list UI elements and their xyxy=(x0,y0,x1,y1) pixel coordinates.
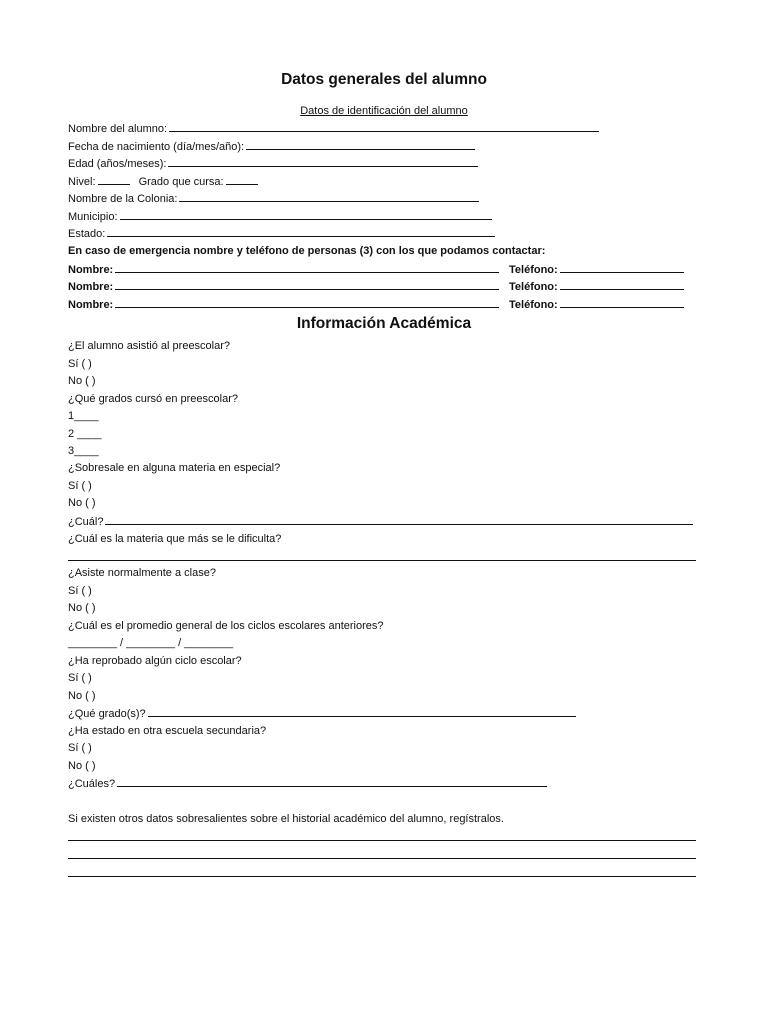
field-municipio-blank[interactable] xyxy=(120,209,492,220)
field-nombre-blank[interactable] xyxy=(169,121,599,132)
emergency-contact-row xyxy=(68,279,499,295)
field-nombre-alumno xyxy=(68,121,599,137)
field-nivel-blank[interactable] xyxy=(98,174,130,185)
field-colonia-blank[interactable] xyxy=(179,191,479,202)
emergency-name-label: Nombre: xyxy=(68,264,114,276)
field-colonia-label: Nombre de la Colonia: xyxy=(68,193,178,205)
field-grado-label: Grado que cursa: xyxy=(138,176,224,188)
answer-line[interactable] xyxy=(68,840,696,841)
field-edad-label: Edad (años/meses): xyxy=(68,158,167,170)
emergency-name-blank[interactable] xyxy=(115,279,499,290)
answer-line[interactable] xyxy=(68,876,696,877)
emergency-phone-blank[interactable] xyxy=(560,262,684,273)
promedio-blanks[interactable]: ________ / ________ / ________ xyxy=(68,637,234,649)
field-cuales xyxy=(68,776,547,792)
grade-3-blank[interactable]: 3____ xyxy=(68,445,99,457)
field-colonia xyxy=(68,191,479,207)
field-municipio xyxy=(68,209,492,225)
field-cual-blank[interactable] xyxy=(105,514,693,525)
subtitle-text: Datos de identificación del alumno xyxy=(300,105,468,117)
option-no[interactable]: No ( ) xyxy=(68,602,96,614)
option-yes[interactable]: Sí ( ) xyxy=(68,742,92,754)
field-cuales-blank[interactable] xyxy=(117,776,547,787)
emergency-phone-blank[interactable] xyxy=(560,297,684,308)
emergency-phone-label: Teléfono: xyxy=(509,264,558,276)
option-no[interactable]: No ( ) xyxy=(68,375,96,387)
emergency-phone-row xyxy=(509,297,684,313)
field-cual-label: ¿Cuál? xyxy=(68,516,104,528)
question-asiste: ¿Asiste normalmente a clase? xyxy=(68,567,216,579)
field-que-grados-blank[interactable] xyxy=(148,706,576,717)
field-cuales-label: ¿Cuáles? xyxy=(68,778,116,790)
emergency-name-label: Nombre: xyxy=(68,281,114,293)
question-promedio: ¿Cuál es el promedio general de los ciclos escolares anteriores? xyxy=(68,620,384,632)
emergency-heading: En caso de emergencia nombre y teléfono de personas (3) con los que podamos contactar: xyxy=(68,245,546,257)
field-fecha-label: Fecha de nacimiento (día/mes/año): xyxy=(68,141,245,153)
answer-line[interactable] xyxy=(68,560,696,561)
academic-section-title: Información Académica xyxy=(296,315,472,332)
question-preescolar: ¿El alumno asistió al preescolar? xyxy=(68,340,231,352)
emergency-phone-blank[interactable] xyxy=(560,279,684,290)
field-estado-blank[interactable] xyxy=(107,226,495,237)
option-yes[interactable]: Sí ( ) xyxy=(68,585,92,597)
emergency-name-blank[interactable] xyxy=(115,262,499,273)
field-nivel-grado xyxy=(68,174,258,190)
field-fecha-blank[interactable] xyxy=(246,139,475,150)
emergency-name-blank[interactable] xyxy=(115,297,499,308)
emergency-phone-label: Teléfono: xyxy=(509,299,558,311)
section-subtitle xyxy=(0,103,768,119)
emergency-phone-row xyxy=(509,279,684,295)
option-yes[interactable]: Sí ( ) xyxy=(68,358,92,370)
emergency-phone-label: Teléfono: xyxy=(509,281,558,293)
otros-datos-prompt: Si existen otros datos sobresalientes sobre el historial académico del alumno, regístralos. xyxy=(68,813,504,825)
question-grados-preescolar: ¿Qué grados cursó en preescolar? xyxy=(68,393,238,405)
answer-line[interactable] xyxy=(68,858,696,859)
field-estado xyxy=(68,226,495,242)
emergency-phone-row xyxy=(509,262,684,278)
field-fecha-nacimiento xyxy=(68,139,475,155)
field-que-grados-label: ¿Qué grado(s)? xyxy=(68,708,146,720)
grade-1-blank[interactable]: 1____ xyxy=(68,410,99,422)
field-estado-label: Estado: xyxy=(68,228,106,240)
emergency-contact-row xyxy=(68,297,499,313)
emergency-contact-row xyxy=(68,262,499,278)
question-reprobado: ¿Ha reprobado algún ciclo escolar? xyxy=(68,655,242,667)
field-grado-blank[interactable] xyxy=(226,174,258,185)
field-edad xyxy=(68,156,478,172)
field-nivel-label: Nivel: xyxy=(68,176,96,188)
field-que-grados xyxy=(68,706,576,722)
field-edad-blank[interactable] xyxy=(168,156,478,167)
field-cual xyxy=(68,514,693,530)
field-nombre-label: Nombre del alumno: xyxy=(68,123,168,135)
question-dificulta: ¿Cuál es la materia que más se le dificulta? xyxy=(68,533,282,545)
option-yes[interactable]: Sí ( ) xyxy=(68,672,92,684)
field-municipio-label: Municipio: xyxy=(68,211,118,223)
option-yes[interactable]: Sí ( ) xyxy=(68,480,92,492)
grade-2-blank[interactable]: 2 ____ xyxy=(68,428,102,440)
question-otra-escuela: ¿Ha estado en otra escuela secundaria? xyxy=(68,725,267,737)
option-no[interactable]: No ( ) xyxy=(68,760,96,772)
page-title: Datos generales del alumno xyxy=(281,71,487,88)
option-no[interactable]: No ( ) xyxy=(68,497,96,509)
emergency-name-label: Nombre: xyxy=(68,299,114,311)
question-sobresale: ¿Sobresale en alguna materia en especial? xyxy=(68,462,281,474)
option-no[interactable]: No ( ) xyxy=(68,690,96,702)
